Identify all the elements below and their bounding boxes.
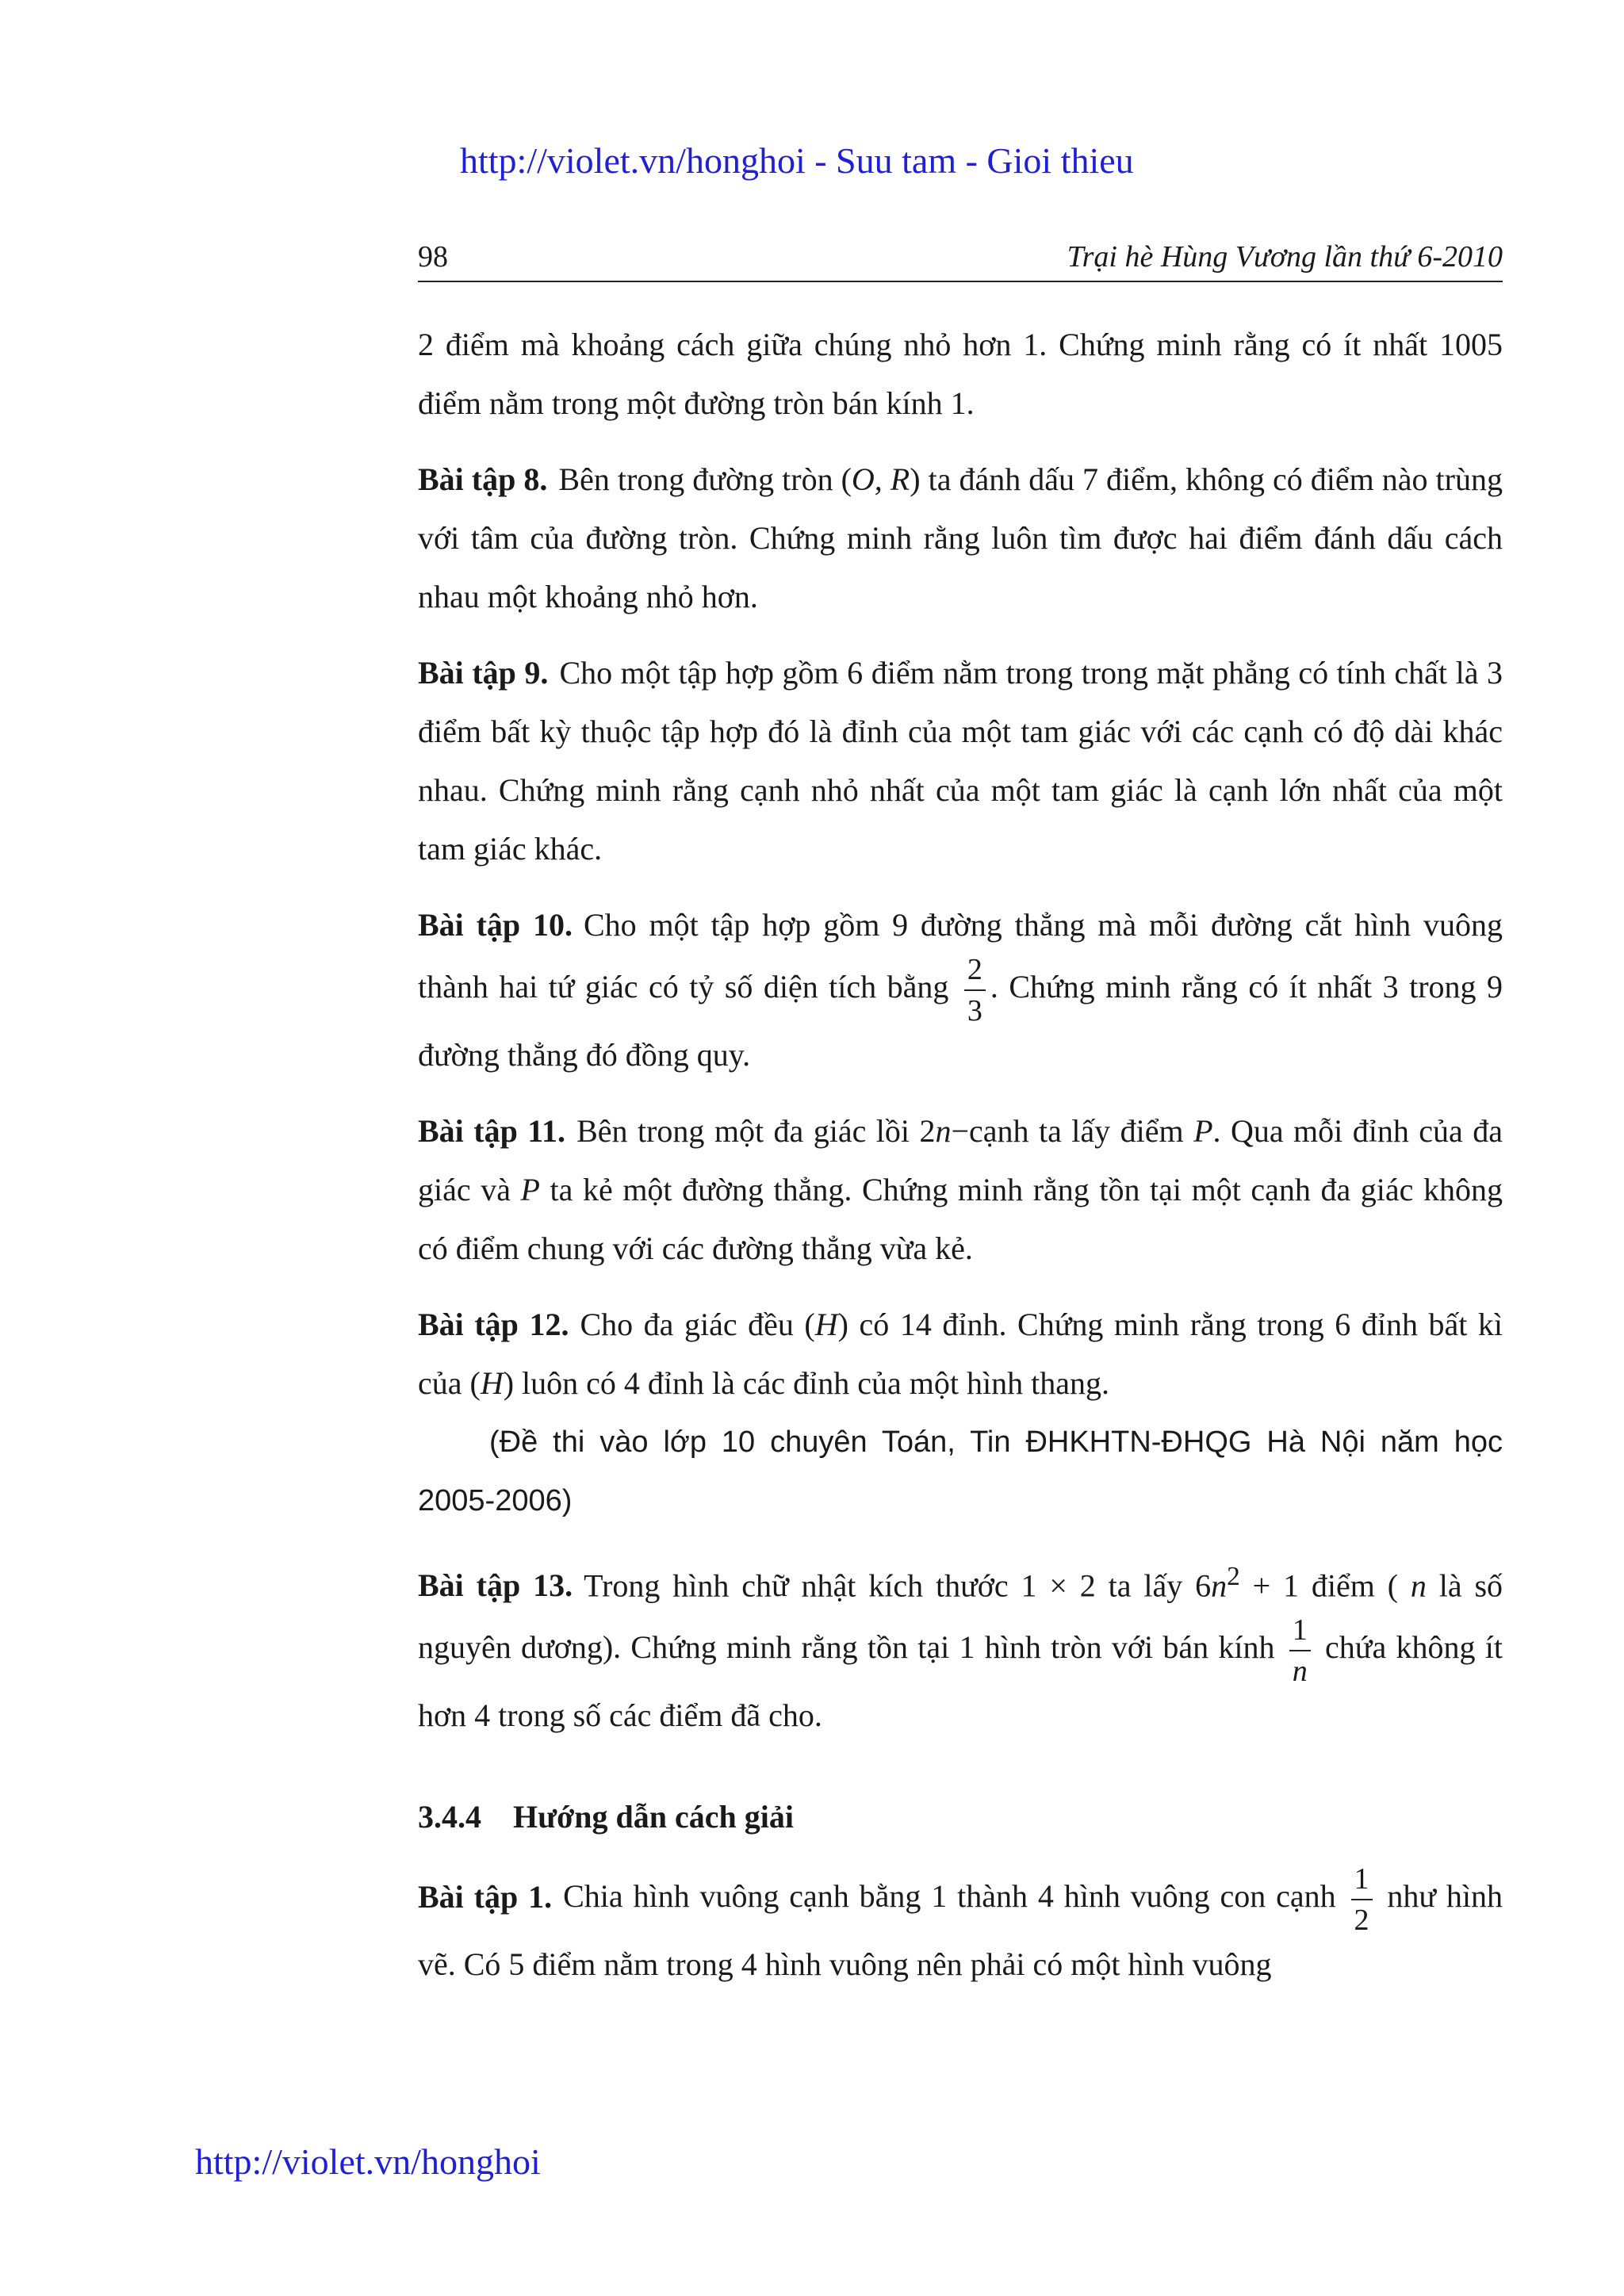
- math-variable: P: [520, 1172, 540, 1207]
- exercise-label: Bài tập 8.: [418, 461, 548, 497]
- exercise-11: [418, 1102, 1503, 1278]
- fraction: [964, 955, 986, 1026]
- intro-paragraph: 2 điểm mà khoảng cách giữa chúng nhỏ hơn 1. Chứng minh rằng có ít nhất 1005 điểm nằm trong một đường tròn bán kính 1.: [418, 327, 1503, 421]
- math-expression: O, R: [851, 461, 910, 497]
- running-header: [418, 239, 1503, 282]
- solution-text: Chia hình vuông cạnh bằng 1 thành 4 hình vuông con cạnh: [563, 1878, 1336, 1915]
- exercise-9: [418, 644, 1503, 878]
- exercise-12: [418, 1295, 1503, 1413]
- exercise-text: ) luôn có 4 đỉnh là các đỉnh của một hình thang.: [503, 1365, 1109, 1401]
- section-title: Hướng dẫn cách giải: [513, 1799, 794, 1835]
- exercise-text: ) ta đánh dấu 7 điểm, không có điểm nào trùng với tâm của đường tròn. Chứng minh rằng luôn tìm được hai điểm đánh dấu cách nhau một khoảng nhỏ hơn.: [418, 461, 1503, 614]
- fraction-numerator: 2: [964, 955, 986, 991]
- exercise-text: ta kẻ một đường thẳng. Chứng minh rằng tồn tại một cạnh đa giác không có điểm chung với các đường thẳng vừa kẻ.: [418, 1172, 1503, 1266]
- math-variable: n: [935, 1113, 952, 1149]
- exercise-text: Cho một tập hợp gồm 6 điểm nằm trong trong mặt phẳng có tính chất là 3 điểm bất kỳ thuộc tập hợp đó là đỉnh của một tam giác với các cạnh có độ dài khác nhau. Chứng minh rằng cạnh nhỏ nhất của một tam giác là cạnh lớn nhất của một tam giác khác.: [418, 655, 1503, 867]
- exercise-text: Trong hình chữ nhật kích thước 1 × 2 ta lấy 6: [584, 1567, 1212, 1604]
- math-variable: P: [1193, 1113, 1213, 1149]
- fraction-denominator: n: [1292, 1655, 1308, 1689]
- exercise-text: Cho một tập hợp gồm 9 đường thẳng mà mỗi đường cắt hình vuông thành hai tứ giác có tỷ số diện tích bằng: [418, 907, 1503, 1005]
- footer-source-link[interactable]: http://violet.vn/honghoi: [195, 2141, 541, 2182]
- exercise-text: Bên trong đường tròn (: [558, 461, 852, 497]
- fraction-numerator: 1: [1289, 1615, 1311, 1651]
- running-title: Trại hè Hùng Vương lần thứ 6-2010: [1067, 240, 1503, 274]
- solution-label: Bài tập 1.: [418, 1878, 553, 1915]
- exercise-text: Bên trong một đa giác lồi 2: [576, 1113, 936, 1149]
- section-heading: [418, 1788, 1503, 1846]
- solution-1: [418, 1864, 1503, 1994]
- exercise-label: Bài tập 10.: [418, 907, 573, 943]
- exercise-label: Bài tập 11.: [418, 1113, 566, 1149]
- math-variable: n: [1211, 1567, 1228, 1604]
- page-number: 98: [418, 240, 448, 274]
- exercise-label: Bài tập 12.: [418, 1307, 569, 1342]
- math-variable: n: [1410, 1567, 1427, 1604]
- page-body: [418, 316, 1503, 1994]
- fraction: [1289, 1613, 1311, 1689]
- exercise-text: chứa không ít hơn 4 trong số các điểm đã cho.: [418, 1629, 1503, 1734]
- math-exponent: 2: [1227, 1562, 1240, 1591]
- header-source-link[interactable]: http://violet.vn/honghoi - Suu tam - Gioi thieu: [460, 140, 1134, 181]
- exercise-text: −cạnh ta lấy điểm: [951, 1113, 1194, 1149]
- exercise-text: ) có 14 đỉnh. Chứng minh rằng trong 6 đỉnh bất kì của (: [418, 1307, 1503, 1401]
- exercise-label: Bài tập 9.: [418, 655, 549, 691]
- exercise-text: + 1 điểm (: [1239, 1567, 1411, 1604]
- exercise-8: [418, 450, 1503, 626]
- exercise-13: [418, 1548, 1503, 1745]
- exercise-text: . Qua mỗi đỉnh của đa giác và: [418, 1113, 1503, 1207]
- exercise-text: Cho đa giác đều (: [580, 1307, 815, 1342]
- exercise-10: [418, 896, 1503, 1085]
- fraction-denominator: 3: [967, 994, 982, 1027]
- section-number: 3.4.4: [418, 1799, 481, 1835]
- exercise-source-note: (Đề thi vào lớp 10 chuyên Toán, Tin ĐHKHTN-ĐHQG Hà Nội năm học 2005-2006): [418, 1425, 1503, 1517]
- exercise-text: là số nguyên dương). Chứng minh rằng tồn tại 1 hình tròn với bán kính: [418, 1567, 1503, 1666]
- fraction: [1351, 1862, 1373, 1938]
- exercise-text: . Chứng minh rằng có ít nhất 3 trong 9 đường thẳng đó đồng quy.: [418, 969, 1503, 1073]
- fraction-denominator: 2: [1354, 1904, 1369, 1938]
- fraction-numerator: 1: [1351, 1864, 1373, 1900]
- math-variable: H: [814, 1307, 838, 1342]
- exercise-label: Bài tập 13.: [418, 1567, 573, 1604]
- solution-text: như hình vẽ. Có 5 điểm nằm trong 4 hình vuông nên phải có một hình vuông: [418, 1878, 1503, 1983]
- math-variable: H: [480, 1365, 504, 1401]
